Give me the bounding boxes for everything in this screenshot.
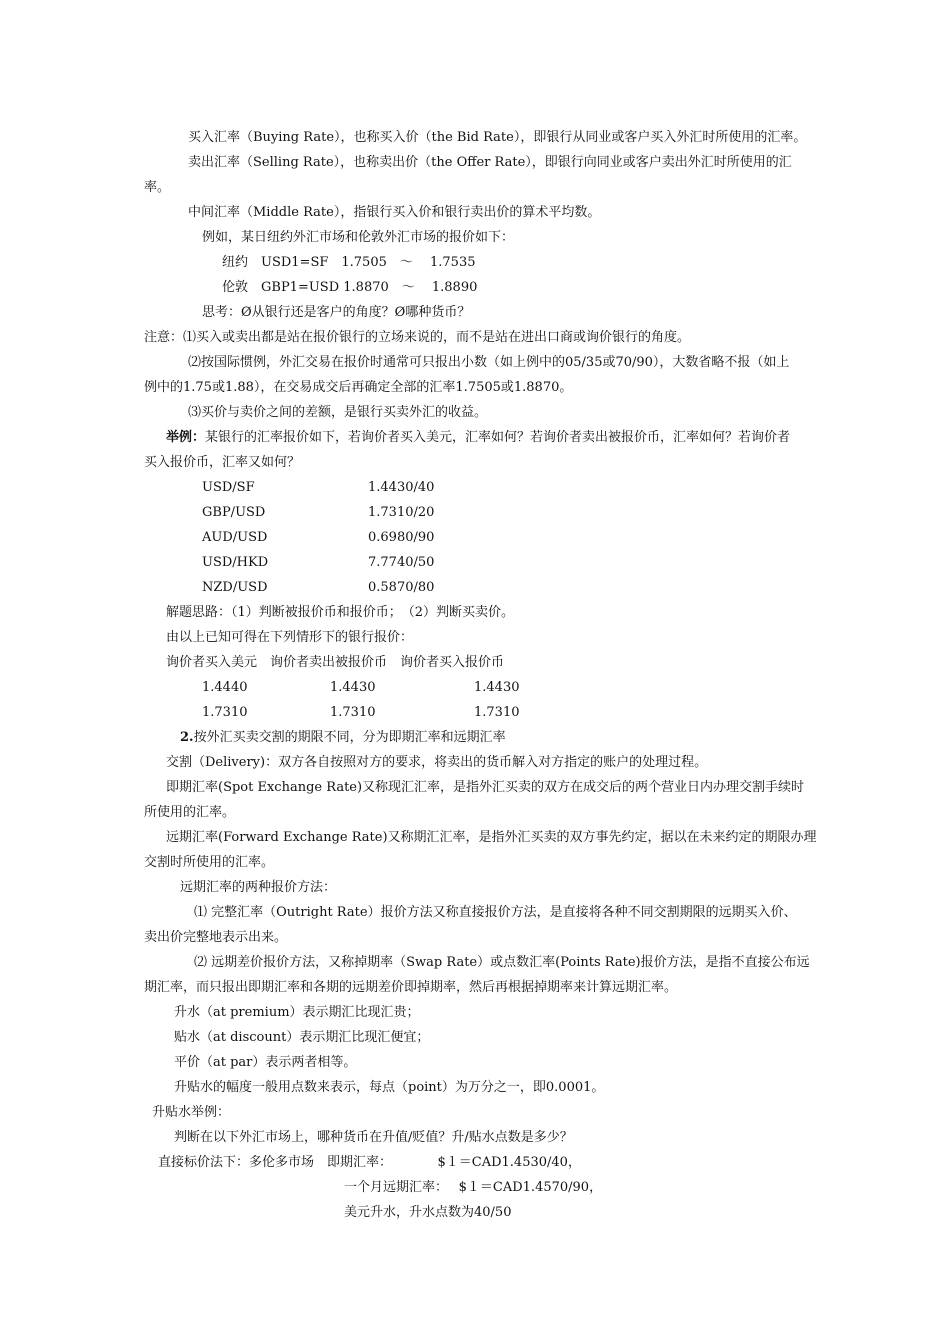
para-think: 思考：Ø从银行还是客户的角度？Ø哪种货币？ xyxy=(202,305,471,320)
para-spot-rate-cont: 所使用的汇率。 xyxy=(144,805,236,820)
example-question xyxy=(166,429,790,447)
para-two-methods: 远期汇率的两种报价方法： xyxy=(180,880,337,895)
example-label: 举例： xyxy=(166,430,206,445)
quote-pair: USD/HKD xyxy=(202,555,269,570)
para-premium: 升水（at premium）表示期汇比现汇贵； xyxy=(174,1005,420,1020)
para-forward-rate-cont: 交割时所使用的汇率。 xyxy=(144,855,275,870)
example-question-cont: 买入报价币，汇率又如何？ xyxy=(144,455,301,470)
example-text: 某银行的汇率报价如下，若询价者买入美元，汇率如何？若询价者卖出被报价币，汇率如何？若询价者 xyxy=(205,430,791,445)
toronto-forward: 一个月远期汇率： $１＝CAD1.4570/90， xyxy=(344,1180,603,1195)
quote-new-york: 纽约 USD1=SF 1.7505 ～ 1.7535 xyxy=(222,255,476,270)
quote-pair: GBP/USD xyxy=(202,505,266,520)
para-spot-rate: 即期汇率(Spot Exchange Rate)又称现汇汇率，是指外汇买卖的双方在成交后的两个营业日内办理交割手续时 xyxy=(166,780,805,795)
toronto-spot: 直接标价法下：多伦多市场 即期汇率： $１＝CAD1.4530/40， xyxy=(158,1155,581,1170)
quote-rate: 1.7310/20 xyxy=(368,505,435,520)
quote-london: 伦敦 GBP1=USD 1.8870 ～ 1.8890 xyxy=(222,280,478,295)
answer-cell: 1.4430 xyxy=(330,680,376,695)
quote-rate: 7.7740/50 xyxy=(368,555,435,570)
method-1-cont: 卖出价完整地表示出来。 xyxy=(144,930,288,945)
para-selling-rate-cont: 率。 xyxy=(144,180,171,195)
note-3: ⑶买价与卖价之间的差额，是银行买卖外汇的收益。 xyxy=(188,405,488,420)
quote-rate: 1.4430/40 xyxy=(368,480,435,495)
section-number: 2. xyxy=(180,730,194,745)
note-2: ⑵按国际惯例，外汇交易在报价时通常可只报出小数（如上例中的05/35或70/90），大数省略不报（如上 xyxy=(188,355,790,370)
para-buying-rate: 买入汇率（Buying Rate），也称买入价（the Bid Rate），即银行从同业或客户买入外汇时所使用的汇率。 xyxy=(188,130,807,145)
para-example-intro: 例如，某日纽约外汇市场和伦敦外汇市场的报价如下： xyxy=(202,230,515,245)
note-2-cont: 例中的1.75或1.88），在交易成交后再确定全部的汇率1.7505或1.8870。 xyxy=(144,380,573,395)
quote-rate: 0.6980/90 xyxy=(368,530,435,545)
para-example-heading: 升贴水举例： xyxy=(152,1105,231,1120)
method-2: ⑵ 远期差价报价方法，又称掉期率（Swap Rate）或点数汇率(Points Rate)报价方法，是指不直接公布远 xyxy=(194,955,810,970)
para-points: 升贴水的幅度一般用点数来表示，每点（point）为万分之一，即0.0001。 xyxy=(174,1080,605,1095)
para-forward-rate: 远期汇率(Forward Exchange Rate)又称期汇汇率，是指外汇买卖的双方事先约定，据以在未来约定的期限办理 xyxy=(166,830,817,845)
solution-intro: 由以上已知可得在下列情形下的银行报价： xyxy=(166,630,414,645)
quote-pair: AUD/USD xyxy=(202,530,268,545)
para-delivery: 交割（Delivery)：双方各自按照对方的要求，将卖出的货币解入对方指定的账户的处理过程。 xyxy=(166,755,708,770)
note-1: 注意：⑴买入或卖出都是站在报价银行的立场来说的，而不是站在进出口商或询价银行的角度。 xyxy=(144,330,691,345)
para-par: 平价（at par）表示两者相等。 xyxy=(174,1055,357,1070)
answer-table-header: 询价者买入美元 询价者卖出被报价币 询价者买入报价币 xyxy=(166,655,505,670)
section-title: 按外汇买卖交割的期限不同，分为即期汇率和远期汇率 xyxy=(193,730,506,745)
method-1: ⑴ 完整汇率（Outright Rate）报价方法又称直接报价方法，是直接将各种不同交割期限的远期买入价、 xyxy=(194,905,797,920)
para-discount: 贴水（at discount）表示期汇比现汇便宜； xyxy=(174,1030,430,1045)
answer-cell: 1.7310 xyxy=(330,705,376,720)
quote-pair: NZD/USD xyxy=(202,580,268,595)
answer-cell: 1.7310 xyxy=(474,705,520,720)
answer-cell: 1.7310 xyxy=(202,705,248,720)
answer-cell: 1.4430 xyxy=(474,680,520,695)
quote-rate: 0.5870/80 xyxy=(368,580,435,595)
para-middle-rate: 中间汇率（Middle Rate），指银行买入价和银行卖出价的算术平均数。 xyxy=(188,205,601,220)
solution-approach: 解题思路：（1）判断被报价币和报价币； （2）判断买卖价。 xyxy=(166,605,515,620)
para-judge: 判断在以下外汇市场上，哪种货币在升值/贬值？升/贴水点数是多少？ xyxy=(174,1130,573,1145)
section-heading-2 xyxy=(180,729,506,747)
usd-premium-result: 美元升水，升水点数为40/50 xyxy=(344,1205,512,1220)
answer-cell: 1.4440 xyxy=(202,680,248,695)
method-2-cont: 期汇率，而只报出即期汇率和各期的远期差价即掉期率，然后再根据掉期率来计算远期汇率。 xyxy=(144,980,678,995)
para-selling-rate: 卖出汇率（Selling Rate），也称卖出价（the Offer Rate），即银行向同业或客户卖出外汇时所使用的汇 xyxy=(188,155,792,170)
quote-pair: USD/SF xyxy=(202,480,255,495)
